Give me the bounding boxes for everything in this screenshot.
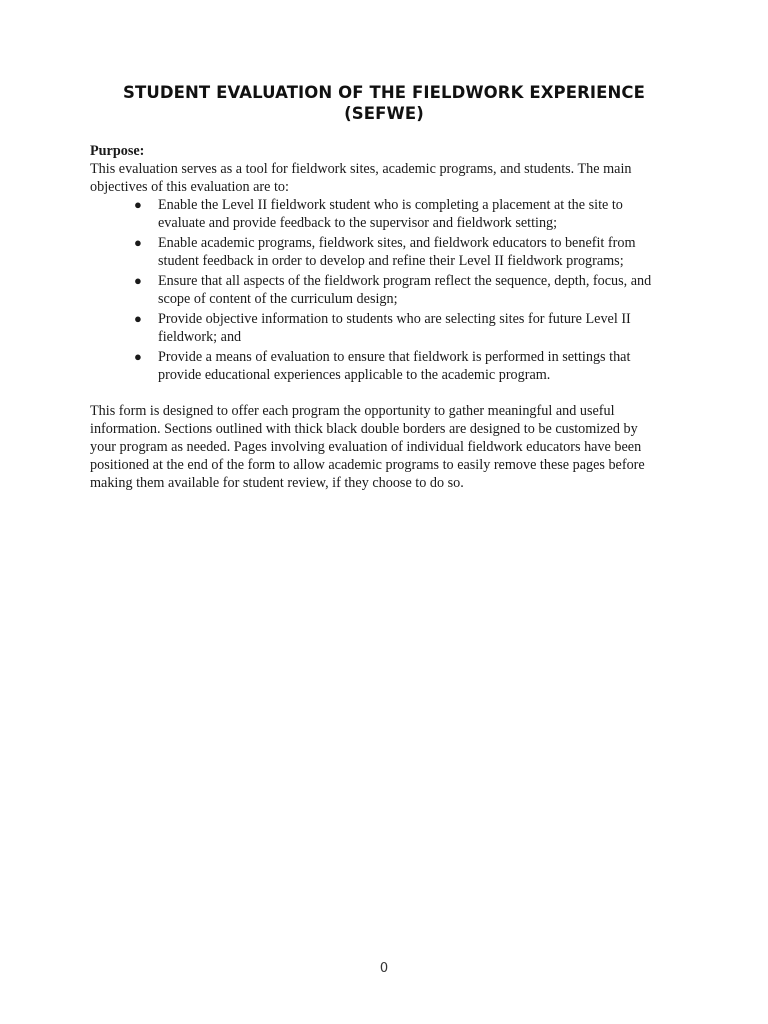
closing-line: making them available for student review, if they choose to do so. (90, 475, 464, 491)
bullet-icon: ● (134, 273, 142, 288)
objective-line: Ensure that all aspects of the fieldwork program reflect the sequence, depth, focus, and (158, 273, 652, 289)
page-number: 0 (379, 961, 389, 976)
intro-line: This evaluation serves as a tool for fieldwork sites, academic programs, and students. The main (90, 161, 632, 177)
closing-line: This form is designed to offer each program the opportunity to gather meaningful and useful (90, 403, 615, 419)
document-body (90, 142, 682, 492)
objective-line: Enable academic programs, fieldwork sites, and fieldwork educators to benefit from (158, 235, 636, 251)
closing-paragraph (90, 402, 682, 492)
closing-line: information. Sections outlined with thick black double borders are designed to be customized by (90, 421, 638, 437)
objective-line: provide educational experiences applicable to the academic program. (158, 367, 551, 383)
objective-line: Provide a means of evaluation to ensure that fieldwork is performed in settings that (158, 349, 631, 365)
bullet-icon: ● (134, 311, 142, 326)
objective-line: Provide objective information to students who are selecting sites for future Level II (158, 311, 631, 327)
closing-line: your program as needed. Pages involving evaluation of individual fieldwork educators have been (90, 439, 642, 455)
objective-item (90, 196, 682, 232)
objective-item (90, 272, 682, 308)
objective-line: student feedback in order to develop and refine their Level II fieldwork programs; (158, 253, 624, 269)
objective-line: Enable the Level II fieldwork student who is completing a placement at the site to (158, 197, 623, 213)
title-line-2: (SEFWE) (344, 104, 424, 123)
document-title (88, 82, 680, 124)
bullet-icon: ● (134, 235, 142, 250)
purpose-heading: Purpose: (90, 143, 145, 159)
objectives-list (90, 196, 682, 384)
objective-line: scope of content of the curriculum design; (158, 291, 398, 307)
bullet-icon: ● (134, 349, 142, 364)
objective-line: evaluate and provide feedback to the supervisor and fieldwork setting; (158, 215, 558, 231)
objective-item (90, 310, 682, 346)
intro-paragraph (90, 160, 682, 196)
objective-item (90, 348, 682, 384)
bullet-icon: ● (134, 197, 142, 212)
objective-item (90, 234, 682, 270)
closing-line: positioned at the end of the form to allow academic programs to easily remove these pages before (90, 457, 645, 473)
title-line-1: STUDENT EVALUATION OF THE FIELDWORK EXPERIENCE (122, 83, 646, 102)
objective-line: fieldwork; and (158, 329, 242, 345)
intro-line: objectives of this evaluation are to: (90, 179, 289, 195)
